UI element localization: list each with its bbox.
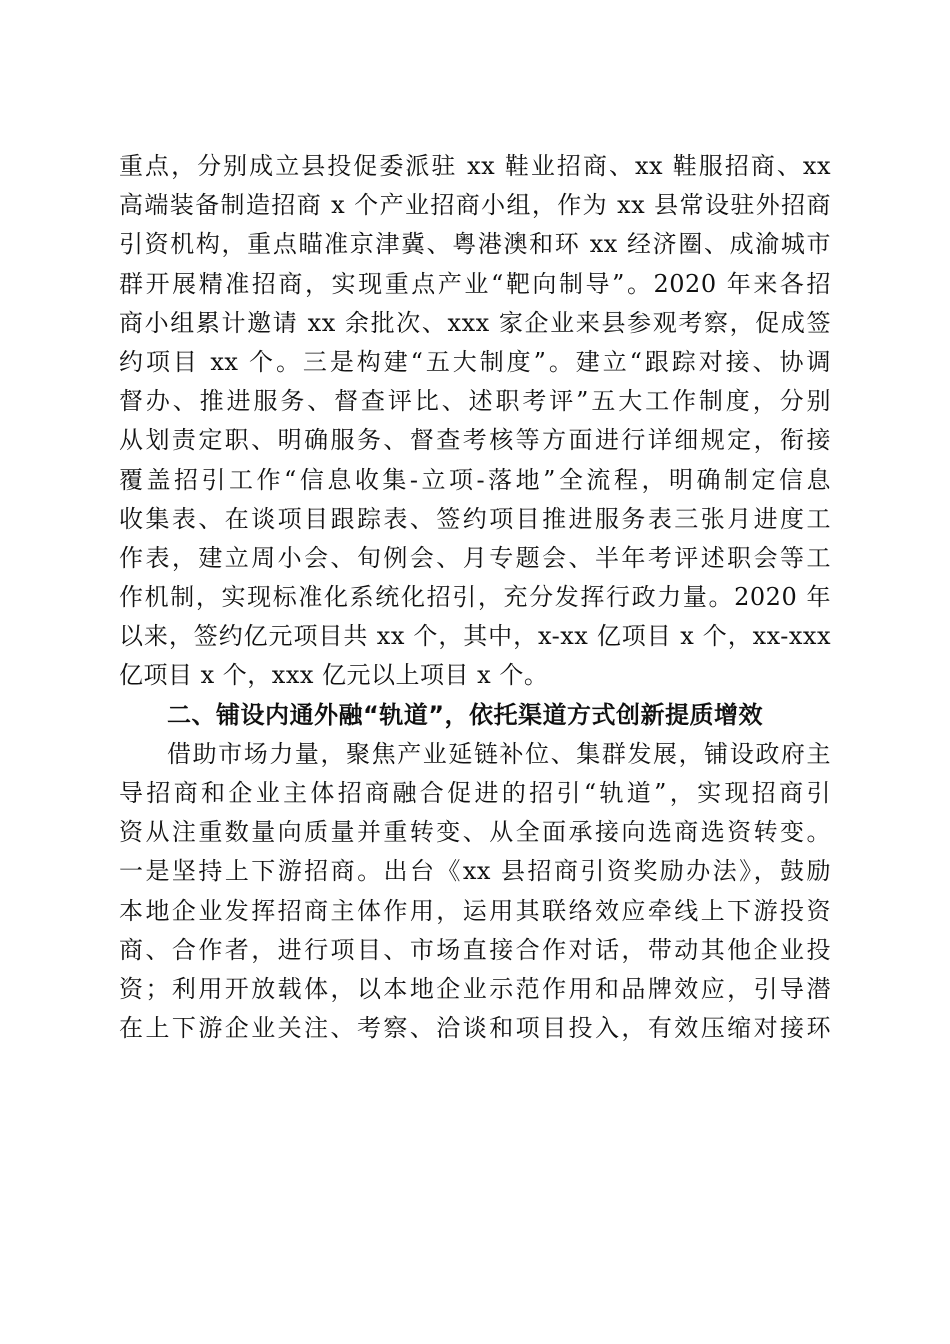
document-body xyxy=(119,147,831,1048)
paragraph1-line: 约项目 xx 个。三是构建“五大制度”。建立“跟踪对接、协调 xyxy=(119,347,831,376)
paragraph1-line: 商小组累计邀请 xx 余批次、xxx 家企业来县参观考察，促成签 xyxy=(119,308,831,337)
paragraph1-line: 引资机构，重点瞄准京津冀、粤港澳和环 xx 经济圈、成渝城市 xyxy=(119,230,831,259)
paragraph1-line: 以来，签约亿元项目共 xx 个，其中，x-xx 亿项目 x 个，xx-xxx xyxy=(119,622,831,651)
section2-heading: 二、铺设内通外融“轨道”，依托渠道方式创新提质增效 xyxy=(167,700,764,729)
paragraph1-line: 群开展精准招商，实现重点产业“靶向制导”。2020 年来各招 xyxy=(119,269,831,298)
paragraph1-line: 收集表、在谈项目跟踪表、签约项目推进服务表三张月进度工 xyxy=(119,504,831,533)
section2-line: 借助市场力量，聚焦产业延链补位、集群发展，铺设政府主 xyxy=(167,739,831,768)
paragraph1-line: 亿项目 x 个，xxx 亿元以上项目 x 个。 xyxy=(119,661,549,690)
section2-line: 一是坚持上下游招商。出台《xx 县招商引资奖励办法》，鼓励 xyxy=(119,857,831,886)
section2-line: 资从注重数量向质量并重转变、从全面承接向选商选资转变。 xyxy=(119,818,831,847)
paragraph1-line: 从划责定职、明确服务、督查考核等方面进行详细规定，衔接 xyxy=(119,426,831,455)
paragraph1-line: 重点，分别成立县投促委派驻 xx 鞋业招商、xx 鞋服招商、xx xyxy=(119,152,831,180)
section2-line: 在上下游企业关注、考察、洽谈和项目投入，有效压缩对接环 xyxy=(119,1014,831,1043)
section2-line: 资；利用开放载体，以本地企业示范作用和品牌效应，引导潜 xyxy=(119,974,831,1003)
paragraph1-line: 高端装备制造招商 x 个产业招商小组，作为 xx 县常设驻外招商 xyxy=(119,191,831,220)
paragraph1-line: 覆盖招引工作“信息收集-立项-落地”全流程，明确制定信息 xyxy=(119,465,831,494)
paragraph1-line: 督办、推进服务、督查评比、述职考评”五大工作制度，分别 xyxy=(119,387,831,416)
section2-line: 商、合作者，进行项目、市场直接合作对话，带动其他企业投 xyxy=(119,935,831,964)
section2-line: 本地企业发挥招商主体作用，运用其联络效应牵线上下游投资 xyxy=(119,896,831,925)
paragraph1-line: 作表，建立周小会、旬例会、月专题会、半年考评述职会等工 xyxy=(119,543,831,572)
section2-line: 导招商和企业主体招商融合促进的招引“轨道”，实现招商引 xyxy=(119,779,831,807)
paragraph1-line: 作机制，实现标准化系统化招引，充分发挥行政力量。2020 年 xyxy=(119,583,831,612)
